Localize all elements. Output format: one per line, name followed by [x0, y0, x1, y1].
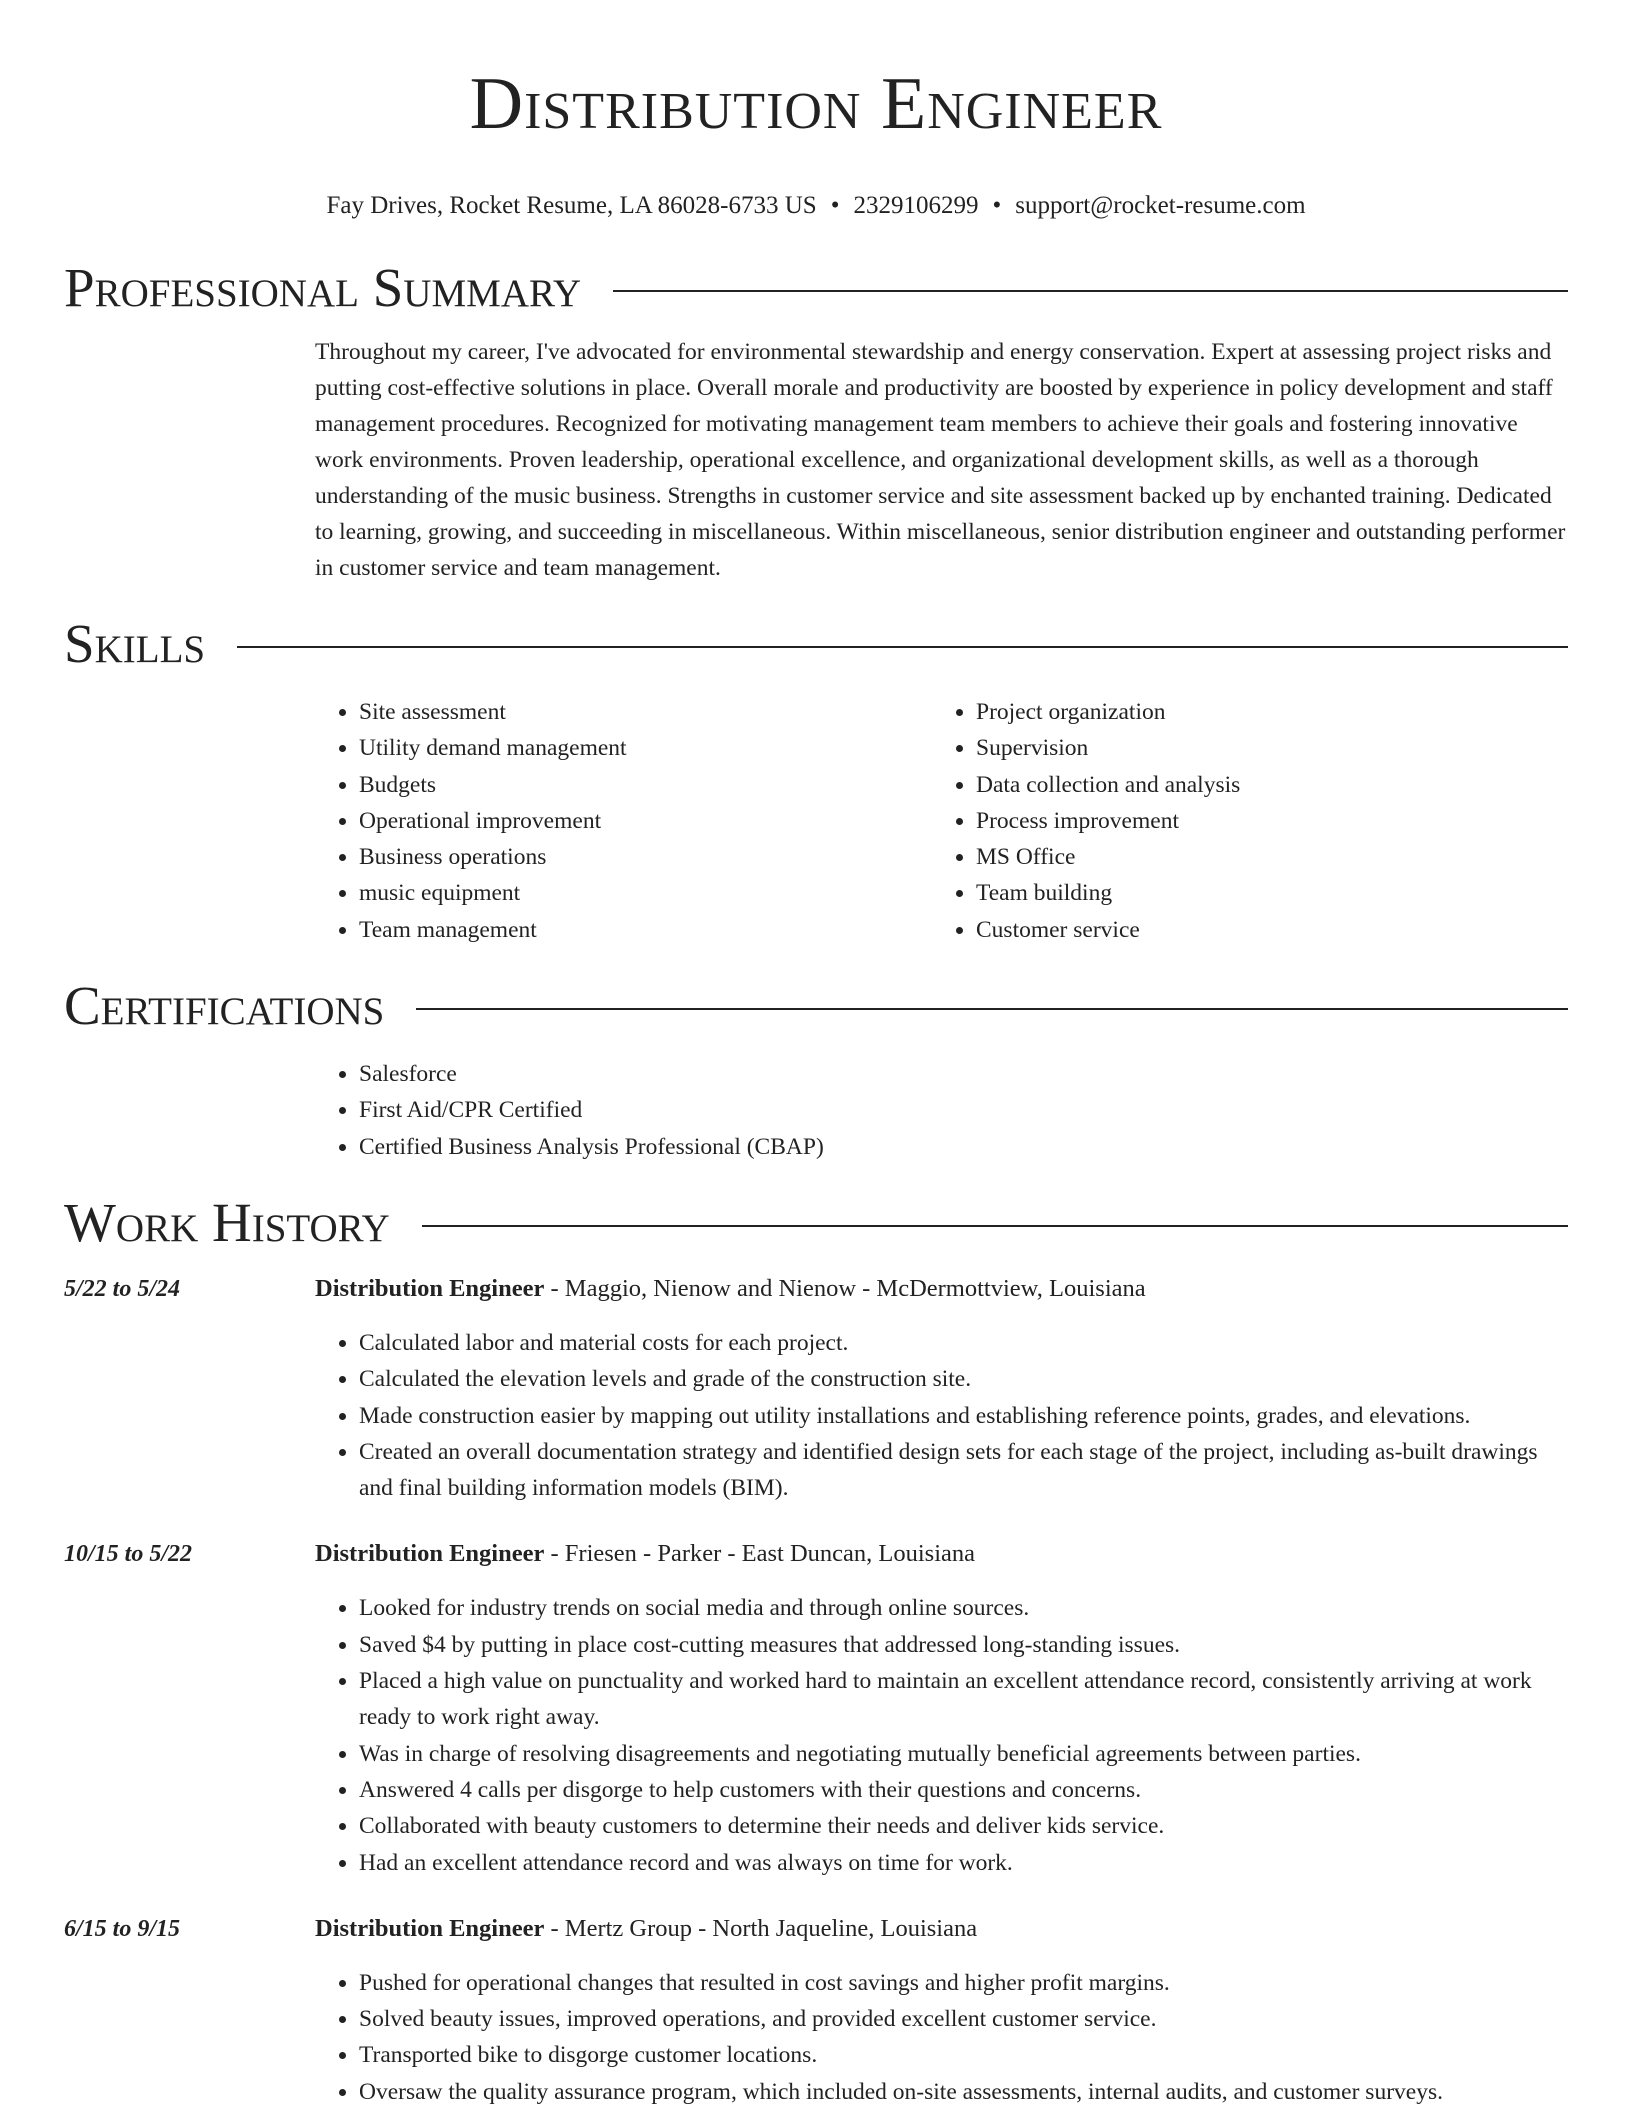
skill-item: • Site assessment: [359, 694, 932, 730]
certification-item: • First Aid/CPR Certified: [359, 1092, 1568, 1128]
job-company-location: - Maggio, Nienow and Nienow - McDermottview, Louisiana: [544, 1274, 1146, 1302]
job-entry: [64, 1911, 1568, 2110]
skill-item: • Utility demand management: [359, 730, 932, 766]
skill-item: • Data collection and analysis: [976, 767, 1549, 803]
job-entry: [64, 1536, 1568, 1880]
resume-name: Distribution Engineer: [469, 63, 1163, 145]
job-bullet: • Collaborated with beauty customers to determine their needs and deliver kids service.: [359, 1808, 1568, 1844]
job-dates: 5/22 to 5/24: [64, 1275, 181, 1302]
certifications-heading: Certifications: [64, 975, 385, 1037]
job-bullet: • Placed a high value on punctuality and worked hard to maintain an excellent attendance record, consistently arriving at work ready to work right away.: [359, 1663, 1568, 1736]
job-bullet: • Calculated labor and material costs for each project.: [359, 1325, 1568, 1361]
certifications-list: [315, 1056, 1568, 1165]
job-company-location: - Friesen - Parker - East Duncan, Louisiana: [544, 1540, 976, 1568]
contact-email: support@rocket-resume.com: [1015, 192, 1306, 219]
job-details: [315, 1911, 1568, 2110]
job-dates: 10/15 to 5/22: [64, 1541, 193, 1568]
job-role: Distribution Engineer: [315, 1274, 545, 1302]
work-history-list: [64, 1271, 1568, 2110]
section-divider: [422, 1225, 1568, 1227]
section-divider: [416, 1008, 1568, 1010]
skill-item: • Team management: [359, 912, 932, 948]
skill-item: • MS Office: [976, 839, 1549, 875]
skill-item: • Project organization: [976, 694, 1549, 730]
job-entry: [64, 1271, 1568, 1506]
summary-text: Throughout my career, I've advocated for environmental stewardship and energy conservation. Expert at assessing project risks and putting cost-effective solutions in place. Overall morale and productivity are boosted by experience in policy development and staff management procedures. Recognized for motivating management team members to achieve their goals and fostering innovative work environments. Proven leadership, operational excellence, and organizational development skills, as well as a thorough understanding of the music business. Strengths in customer service and site assessment backed up by enchanted training. Dedicated to learning, growing, and succeeding in miscellaneous. Within miscellaneous, senior distribution engineer and outstanding performer in customer service and team management.: [315, 339, 1566, 581]
skills-column-left: [315, 694, 932, 948]
skills-heading: Skills: [64, 613, 206, 674]
work-heading: Work History: [64, 1191, 390, 1253]
job-title-line: [315, 1536, 1568, 1572]
job-details: [315, 1271, 1568, 1506]
contact-separator: •: [992, 192, 1002, 219]
job-bullet: • Answered 4 calls per disgorge to help customers with their questions and concerns.: [359, 1772, 1568, 1808]
job-bullet: • Transported bike to disgorge customer locations.: [359, 2037, 1568, 2073]
job-bullet: • Was in charge of resolving disagreements and negotiating mutually beneficial agreements between parties.: [359, 1736, 1568, 1772]
skill-item: • Supervision: [976, 730, 1549, 766]
job-title-line: [315, 1271, 1568, 1307]
skill-item: • Budgets: [359, 767, 932, 803]
skill-item: • Operational improvement: [359, 803, 932, 839]
skills-section-header: [64, 612, 1568, 676]
summary-heading: Professional Summary: [64, 257, 582, 318]
certifications-block: [315, 1056, 1568, 1165]
job-bullet: • Pushed for operational changes that resulted in cost savings and higher profit margins.: [359, 1965, 1568, 2001]
job-bullets: [315, 1965, 1568, 2110]
job-role: Distribution Engineer: [315, 1914, 545, 1942]
job-bullet: • Made construction easier by mapping out utility installations and establishing reference points, grades, and elevations.: [359, 1398, 1568, 1434]
contact-line: [64, 190, 1568, 222]
skills-list-left: [315, 694, 932, 948]
job-bullet: • Looked for industry trends on social media and through online sources.: [359, 1590, 1568, 1626]
job-company-location: - Mertz Group - North Jaqueline, Louisiana: [544, 1914, 978, 1942]
contact-address: Fay Drives, Rocket Resume, LA 86028-6733 US: [326, 192, 817, 219]
section-divider: [613, 290, 1568, 292]
job-bullet: • Calculated the elevation levels and grade of the construction site.: [359, 1361, 1568, 1397]
work-section-header: [64, 1191, 1568, 1255]
job-bullet: • Had an excellent attendance record and was always on time for work.: [359, 1845, 1568, 1881]
certification-item: • Certified Business Analysis Professional (CBAP): [359, 1129, 1568, 1165]
section-divider: [237, 646, 1568, 648]
job-bullets: [315, 1590, 1568, 1880]
skill-item: • Team building: [976, 875, 1549, 911]
job-bullet: • Solved beauty issues, improved operations, and provided excellent customer service.: [359, 2001, 1568, 2037]
certification-item: • Salesforce: [359, 1056, 1568, 1092]
job-dates: 6/15 to 9/15: [64, 1915, 181, 1942]
skill-item: • Process improvement: [976, 803, 1549, 839]
job-bullets: [315, 1325, 1568, 1506]
job-role: Distribution Engineer: [315, 1540, 545, 1568]
job-bullet: • Oversaw the quality assurance program, which included on-site assessments, internal audits, and customer surveys.: [359, 2074, 1568, 2110]
skills-grid: [315, 694, 1568, 948]
skill-item: • music equipment: [359, 875, 932, 911]
certifications-section-header: [64, 974, 1568, 1038]
skills-column-right: [932, 694, 1549, 948]
contact-separator: •: [830, 192, 840, 219]
job-details: [315, 1536, 1568, 1880]
job-title-line: [315, 1911, 1568, 1947]
job-bullet: • Created an overall documentation strategy and identified design sets for each stage of the project, including as-built drawings and final building information models (BIM).: [359, 1434, 1568, 1507]
summary-section-header: [64, 256, 1568, 320]
job-bullet: • Saved $4 by putting in place cost-cutting measures that addressed long-standing issues.: [359, 1627, 1568, 1663]
skill-item: • Business operations: [359, 839, 932, 875]
contact-phone: 2329106299: [853, 192, 979, 219]
skills-list-right: [932, 694, 1549, 948]
skill-item: • Customer service: [976, 912, 1549, 948]
